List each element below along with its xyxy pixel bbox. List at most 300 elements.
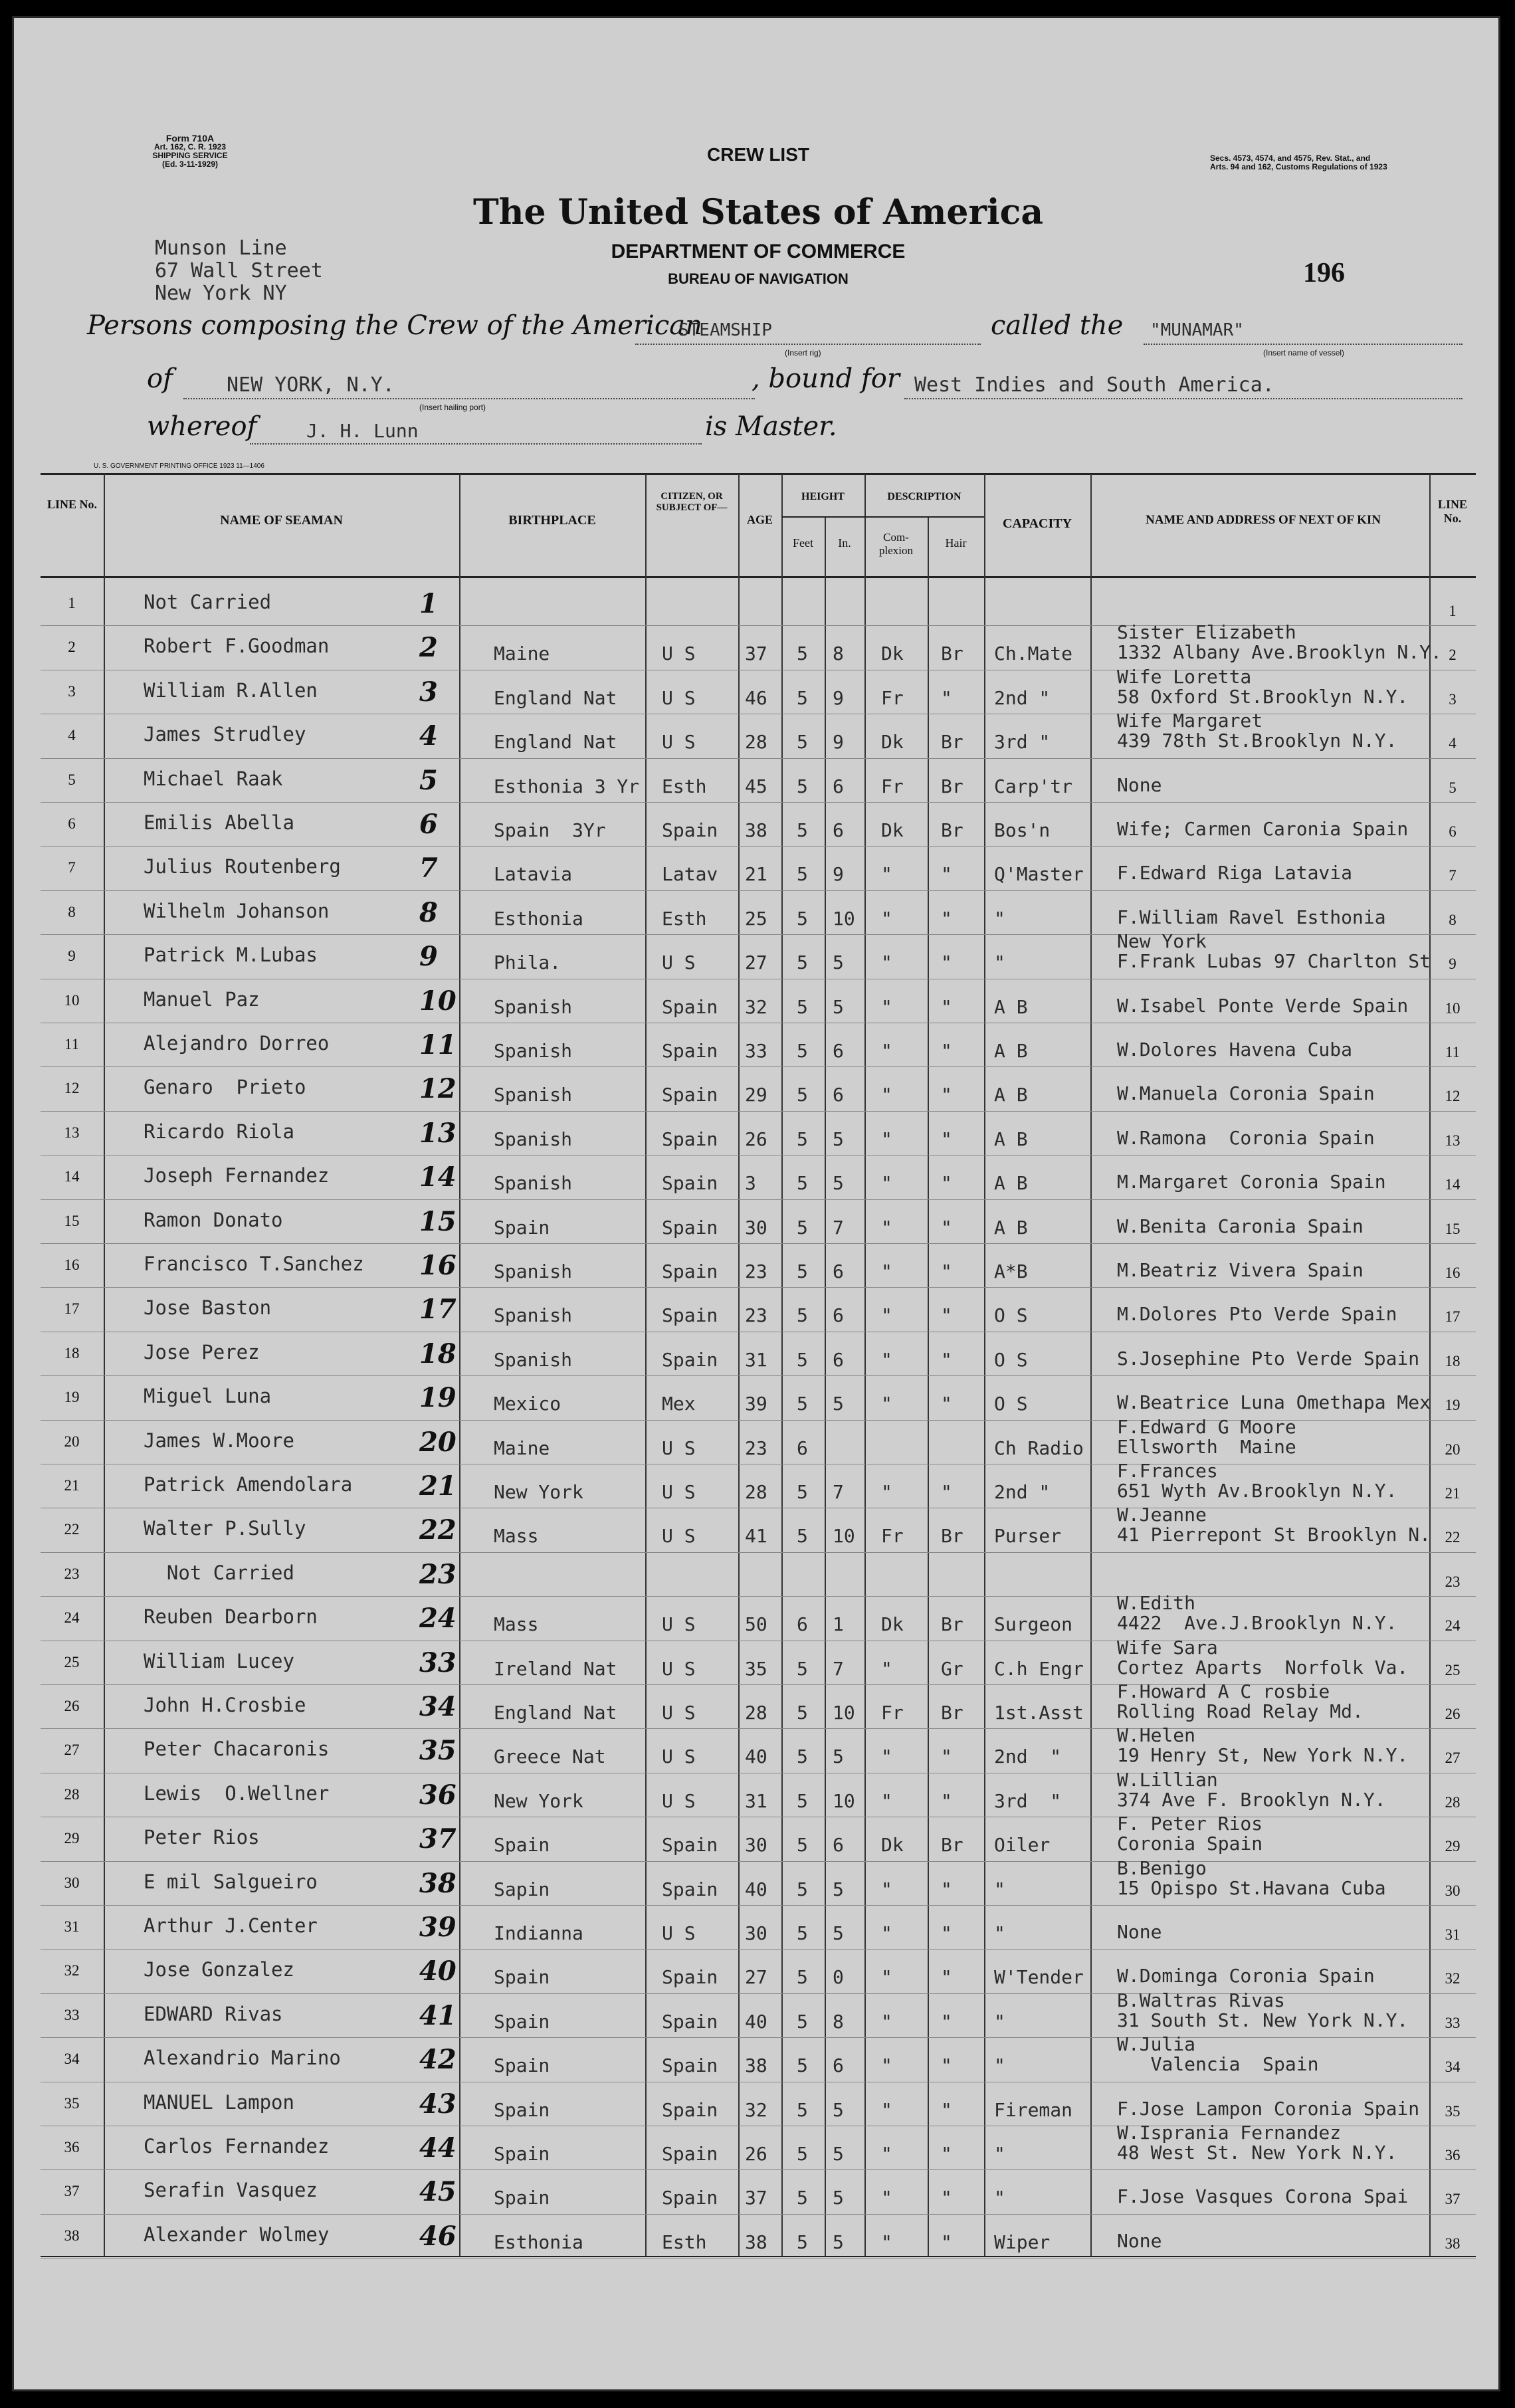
height-inches: 5 <box>833 952 844 974</box>
seaman-name: Not Carried <box>144 1561 294 1584</box>
next-of-kin-address: Coronia Spain <box>1117 1833 1263 1855</box>
citizenship: Spain <box>662 1878 718 1900</box>
birthplace: Spain <box>494 2055 550 2077</box>
header-feet: Feet <box>793 536 813 550</box>
capacity: " <box>994 2187 1005 2209</box>
complexion: " <box>881 863 892 886</box>
height-inches: 9 <box>833 686 844 709</box>
form-info <box>140 134 240 169</box>
birthplace: New York <box>494 1481 583 1503</box>
hair: " <box>941 1878 952 1900</box>
birthplace: New York <box>494 1789 583 1812</box>
seaman-name: John H.Crosbie <box>144 1694 306 1716</box>
hair: " <box>941 1393 952 1415</box>
citizenship: U S <box>662 1657 696 1680</box>
seaman-name: Arthur J.Center <box>144 1914 318 1937</box>
next-of-kin-address: 651 Wyth Av.Brooklyn N.Y. <box>1117 1480 1397 1502</box>
line-number: 1 <box>68 595 76 611</box>
form-number: Form 710A <box>165 133 215 144</box>
height-inches: 5 <box>833 1878 844 1900</box>
complexion: " <box>881 2098 892 2121</box>
birthplace: Spanish <box>494 1172 573 1195</box>
age: 28 <box>745 1481 767 1503</box>
seaman-number: 9 <box>419 941 438 973</box>
seaman-number: 10 <box>419 985 456 1017</box>
next-of-kin-address: Rolling Road Relay Md. <box>1117 1700 1364 1722</box>
line-number: 28 <box>64 1785 80 1803</box>
line-number-right: 6 <box>1449 823 1457 840</box>
row-divider <box>41 2037 1476 2038</box>
seaman-name: Jose Gonzalez <box>144 1958 294 1981</box>
complexion: " <box>881 1966 892 1989</box>
hair: " <box>941 2098 952 2121</box>
height-feet: 5 <box>797 2098 808 2121</box>
next-of-kin-name: W.Isprania Fernandez <box>1117 2122 1342 2144</box>
capacity: A B <box>994 1216 1028 1239</box>
destination-underline <box>904 398 1463 399</box>
capacity: C.h Engr <box>994 1657 1084 1680</box>
capacity: A*B <box>994 1260 1028 1282</box>
citizenship: Spain <box>662 1260 718 1282</box>
line-number: 38 <box>64 2227 80 2244</box>
row-divider <box>41 1861 1476 1862</box>
citizenship: Spain <box>662 1084 718 1106</box>
line-number: 20 <box>64 1433 80 1450</box>
hair: " <box>941 2187 952 2209</box>
complexion: Fr <box>881 686 904 709</box>
header-complexion: Com-plexion <box>879 531 913 557</box>
seaman-name: Lewis O.Wellner <box>144 1781 330 1805</box>
capacity: 2nd " <box>994 686 1051 709</box>
birthplace: Spanish <box>494 1260 573 1282</box>
next-of-kin-address: 1332 Albany Ave.Brooklyn N.Y. <box>1117 641 1442 664</box>
seaman-name: James W.Moore <box>144 1429 294 1452</box>
seaman-number: 11 <box>419 1029 456 1060</box>
capacity: " <box>994 2010 1005 2033</box>
seaman-number: 41 <box>419 1999 456 2031</box>
height-inches: 10 <box>833 1525 855 1548</box>
form-service: SHIPPING SERVICE <box>152 151 228 160</box>
height-feet: 5 <box>797 686 808 709</box>
height-feet: 5 <box>797 1172 808 1195</box>
age: 25 <box>745 907 767 930</box>
seaman-name: MANUEL Lampon <box>144 2090 294 2114</box>
height-feet: 5 <box>797 2055 808 2077</box>
hair: Br <box>941 1525 963 1548</box>
header-line-no-right: LINE No. <box>1437 498 1467 525</box>
seaman-number: 20 <box>419 1426 456 1458</box>
seaman-number: 33 <box>419 1647 456 1678</box>
seaman-name: Manuel Paz <box>144 987 260 1011</box>
col-line <box>984 474 985 2256</box>
next-of-kin-address: Valencia Spain <box>1117 2053 1319 2076</box>
line-number-right: 17 <box>1445 1308 1461 1326</box>
col-line <box>825 516 826 2256</box>
line-number-right: 27 <box>1445 1750 1461 1767</box>
subheader-line <box>781 516 984 518</box>
vessel-whereof-label: whereof <box>147 411 257 442</box>
next-of-kin-address: W.Isabel Ponte Verde Spain <box>1117 994 1409 1017</box>
hair: " <box>941 995 952 1018</box>
next-of-kin-address: W.Benita Caronia Spain <box>1117 1215 1364 1237</box>
header-capacity: CAPACITY <box>1002 516 1072 531</box>
birthplace: Mexico <box>494 1393 561 1415</box>
line-number-right: 2 <box>1449 647 1457 664</box>
seaman-name: Patrick M.Lubas <box>144 944 318 967</box>
vessel-is-master-label: is Master. <box>705 411 837 442</box>
citizenship: U S <box>662 1613 696 1636</box>
capacity: W'Tender <box>994 1966 1084 1989</box>
seaman-name: Emilis Abella <box>144 811 294 834</box>
hair: " <box>941 686 952 709</box>
header-next-of-kin: NAME AND ADDRESS OF NEXT OF KIN <box>1145 513 1381 527</box>
birthplace: England Nat <box>494 731 617 753</box>
age: 31 <box>745 1789 767 1812</box>
line-number: 22 <box>64 1521 80 1538</box>
col-line <box>864 474 866 2256</box>
age: 37 <box>745 2187 767 2209</box>
country-title: The United States of America <box>472 192 1044 233</box>
hair: " <box>941 1481 952 1503</box>
line-number-right: 33 <box>1445 2014 1461 2031</box>
seaman-name: William R.Allen <box>144 678 318 702</box>
line-number-right: 13 <box>1445 1132 1461 1149</box>
line-number: 21 <box>64 1477 80 1494</box>
height-inches: 5 <box>833 1393 844 1415</box>
next-of-kin-name: F.Edward G Moore <box>1117 1415 1296 1438</box>
age: 39 <box>745 1393 767 1415</box>
hair: Br <box>941 819 963 841</box>
row-divider <box>41 1287 1476 1288</box>
row-divider <box>41 1066 1476 1067</box>
line-number-right: 30 <box>1445 1882 1461 1899</box>
line-number-right: 3 <box>1449 690 1457 708</box>
height-inches: 10 <box>833 907 855 930</box>
seaman-number: 46 <box>419 2220 456 2252</box>
citizenship: U S <box>662 686 696 709</box>
line-number: 23 <box>64 1565 80 1582</box>
table-bottom-border <box>41 2256 1476 2257</box>
line-number-right: 22 <box>1445 1529 1461 1546</box>
next-of-kin-address: 439 78th St.Brooklyn N.Y. <box>1117 730 1397 752</box>
citizenship: U S <box>662 643 696 665</box>
height-inches: 9 <box>833 863 844 886</box>
seaman-number: 19 <box>419 1382 456 1414</box>
header-citizen: CITIZEN, OR SUBJECT OF— <box>656 491 728 513</box>
height-inches: 6 <box>833 2055 844 2077</box>
next-of-kin-address: F.Frank Lubas 97 Charlton St <box>1117 950 1431 973</box>
header-hair: Hair <box>945 536 967 550</box>
owner-line-2: 67 Wall Street <box>155 259 323 282</box>
line-number-right: 31 <box>1445 1926 1461 1943</box>
birthplace: Spain 3Yr <box>494 819 606 841</box>
seaman-number: 43 <box>419 2088 456 2120</box>
line-number: 35 <box>64 2094 80 2112</box>
vessel-name-hint: (Insert name of vessel) <box>1263 348 1345 357</box>
seaman-number: 45 <box>419 2176 456 2208</box>
age: 26 <box>745 1128 767 1150</box>
line-number-right: 23 <box>1445 1573 1461 1590</box>
capacity: O S <box>994 1393 1028 1415</box>
capacity: Wiper <box>994 2231 1051 2253</box>
height-inches: 5 <box>833 1746 844 1768</box>
citizenship: Spain <box>662 1348 718 1371</box>
next-of-kin-address: M.Margaret Coronia Spain <box>1117 1171 1386 1193</box>
capacity: O S <box>994 1348 1028 1371</box>
birthplace: Spain <box>494 2187 550 2209</box>
height-inches: 6 <box>833 1834 844 1856</box>
next-of-kin-address: 48 West St. New York N.Y. <box>1117 2142 1397 2163</box>
citizenship: U S <box>662 1702 696 1724</box>
seaman-name: Walter P.Sully <box>144 1517 306 1540</box>
capacity: Oiler <box>994 1834 1051 1856</box>
line-number: 16 <box>64 1256 80 1273</box>
col-line <box>928 516 929 2256</box>
seaman-number: 17 <box>419 1294 456 1326</box>
hair: " <box>941 1172 952 1195</box>
citizenship: Latav <box>662 863 718 886</box>
line-number: 25 <box>64 1653 80 1670</box>
citizenship: Spain <box>662 2010 718 2033</box>
complexion: Dk <box>881 1834 904 1856</box>
line-number-right: 12 <box>1445 1088 1461 1105</box>
complexion: " <box>881 1348 892 1371</box>
next-of-kin-address: None <box>1117 1921 1162 1943</box>
citizenship: Spain <box>662 1040 718 1062</box>
age: 30 <box>745 1922 767 1944</box>
col-line <box>645 474 647 2256</box>
row-divider <box>41 1728 1476 1729</box>
vessel-bound-label: , bound for <box>752 363 900 394</box>
seaman-number: 8 <box>419 896 438 928</box>
seaman-name: James Strudley <box>144 723 306 746</box>
complexion: " <box>881 1657 892 1680</box>
citizenship: Spain <box>662 1128 718 1150</box>
birthplace: Spanish <box>494 1128 573 1150</box>
height-feet: 5 <box>797 1657 808 1680</box>
statute-line-1: Secs. 4573, 4574, and 4575, Rev. Stat., and <box>1210 153 1371 163</box>
line-number: 34 <box>64 2051 80 2068</box>
capacity: Carp'tr <box>994 775 1073 797</box>
seaman-number: 24 <box>419 1603 456 1635</box>
age: 30 <box>745 1834 767 1856</box>
birthplace: Ireland Nat <box>494 1657 617 1680</box>
age: 40 <box>745 1746 767 1768</box>
line-number: 10 <box>64 991 80 1009</box>
line-number: 5 <box>68 771 76 788</box>
birthplace: Spanish <box>494 1084 573 1106</box>
height-inches: 5 <box>833 2231 844 2253</box>
line-number: 14 <box>64 1168 80 1185</box>
owner-address <box>155 237 323 305</box>
citizenship: Spain <box>662 2187 718 2209</box>
next-of-kin-address: M.Dolores Pto Verde Spain <box>1117 1303 1397 1326</box>
seaman-name: Alexandrio Marino <box>144 2047 341 2070</box>
line-number: 37 <box>64 2183 80 2200</box>
capacity: A B <box>994 1084 1028 1106</box>
line-number-right: 16 <box>1445 1264 1461 1281</box>
height-inches: 5 <box>833 2143 844 2165</box>
page-number: 196 <box>1303 258 1345 288</box>
line-number-right: 1 <box>1449 603 1457 619</box>
birthplace: Esthonia <box>494 907 583 930</box>
seaman-number: 38 <box>419 1867 456 1899</box>
capacity: Q'Master <box>994 863 1084 886</box>
height-feet: 5 <box>797 1304 808 1327</box>
line-number: 27 <box>64 1742 80 1759</box>
next-of-kin-name: B.Benigo <box>1117 1856 1207 1879</box>
hair: Br <box>941 1613 963 1636</box>
seaman-name: Alejandro Dorreo <box>144 1032 330 1054</box>
citizenship: U S <box>662 1525 696 1548</box>
next-of-kin-address: W.Ramona Coronia Spain <box>1117 1126 1375 1149</box>
complexion: " <box>881 1260 892 1282</box>
birthplace: Phila. <box>494 952 561 974</box>
vessel-master: J. H. Lunn <box>306 420 419 442</box>
complexion: Fr <box>881 1702 904 1724</box>
bureau-title: BUREAU OF NAVIGATION <box>668 270 849 287</box>
seaman-name: Robert F.Goodman <box>144 635 330 658</box>
line-number-right: 29 <box>1445 1838 1461 1855</box>
birthplace: Spanish <box>494 1304 573 1327</box>
height-feet: 5 <box>797 1789 808 1812</box>
table-header-border <box>41 576 1476 578</box>
next-of-kin-address: F.Jose Vasques Corona Spai <box>1117 2185 1409 2208</box>
hair: Br <box>941 1702 963 1724</box>
seaman-name: Carlos Fernandez <box>144 2135 330 2157</box>
department-title: DEPARTMENT OF COMMERCE <box>611 241 906 262</box>
col-line <box>104 474 105 2256</box>
seaman-name: Alexander Wolmey <box>144 2223 330 2246</box>
vessel-port: NEW YORK, N.Y. <box>227 373 395 397</box>
hair: " <box>941 2055 952 2077</box>
complexion: Fr <box>881 775 904 797</box>
seaman-name: Ramon Donato <box>144 1208 283 1231</box>
citizenship: U S <box>662 1481 696 1503</box>
line-number-right: 7 <box>1449 867 1457 884</box>
line-number-right: 18 <box>1445 1352 1461 1369</box>
next-of-kin-address: W.Beatrice Luna Omethapa Mex <box>1117 1391 1431 1414</box>
header-line-no: LINE No. <box>47 498 97 511</box>
birthplace: Maine <box>494 1437 550 1459</box>
citizenship: U S <box>662 1746 696 1768</box>
height-inches: 6 <box>833 819 844 841</box>
seaman-name: Joseph Fernandez <box>144 1164 330 1187</box>
complexion: " <box>881 2055 892 2077</box>
line-number-right: 11 <box>1445 1044 1461 1060</box>
citizenship: Spain <box>662 819 718 841</box>
next-of-kin-name: B.Waltras Rivas <box>1117 1989 1285 2011</box>
complexion: " <box>881 1216 892 1239</box>
crew-list-title: CREW LIST <box>707 144 809 165</box>
birthplace: Indianna <box>494 1922 583 1944</box>
seaman-name: Genaro Prieto <box>144 1076 306 1099</box>
row-divider <box>41 1243 1476 1244</box>
height-feet: 5 <box>797 1348 808 1371</box>
line-number-right: 8 <box>1449 911 1457 928</box>
line-number-right: 4 <box>1449 735 1457 752</box>
hair: " <box>941 1348 952 1371</box>
line-number-right: 24 <box>1445 1617 1461 1635</box>
height-inches: 6 <box>833 1040 844 1062</box>
seaman-number: 37 <box>419 1823 456 1855</box>
next-of-kin-name: W.Julia <box>1117 2033 1196 2056</box>
height-feet: 5 <box>797 2010 808 2033</box>
line-number-right: 21 <box>1445 1485 1461 1502</box>
complexion: " <box>881 2231 892 2253</box>
vessel-destination: West Indies and South America. <box>914 373 1274 397</box>
citizenship: Esth <box>662 2231 707 2253</box>
seaman-name: Ricardo Riola <box>144 1120 294 1143</box>
row-divider <box>41 846 1476 847</box>
birthplace: England Nat <box>494 686 617 709</box>
seaman-name: Peter Rios <box>144 1826 260 1849</box>
hair: Br <box>941 731 963 753</box>
age: 37 <box>745 643 767 665</box>
seaman-number: 4 <box>419 720 438 752</box>
citizenship: Spain <box>662 1966 718 1989</box>
line-number: 18 <box>64 1344 80 1361</box>
row-divider <box>41 1111 1476 1112</box>
birthplace: Mass <box>494 1613 539 1636</box>
hair: " <box>941 1789 952 1812</box>
header-age: AGE <box>746 513 773 526</box>
complexion: Dk <box>881 643 904 665</box>
form-art: Art. 162, C. R. 1923 <box>153 142 227 151</box>
age: 32 <box>745 2098 767 2121</box>
seaman-name: Michael Raak <box>144 767 283 790</box>
seaman-name: EDWARD Rivas <box>144 2002 283 2025</box>
header-description: DESCRIPTION <box>887 491 961 502</box>
next-of-kin-address: S.Josephine Pto Verde Spain <box>1117 1347 1420 1369</box>
citizenship: U S <box>662 1437 696 1459</box>
age: 46 <box>745 686 767 709</box>
statute-line-2: Arts. 94 and 162, Customs Regulations of 1923 <box>1210 162 1387 171</box>
seaman-name: William Lucey <box>144 1649 294 1672</box>
seaman-number: 35 <box>419 1735 456 1767</box>
crew-list-document <box>12 16 1500 2391</box>
next-of-kin-address: 374 Ave F. Brooklyn N.Y. <box>1117 1788 1386 1811</box>
line-number-right: 20 <box>1445 1441 1461 1458</box>
line-number: 19 <box>64 1389 80 1406</box>
next-of-kin-name: Wife Sara <box>1117 1636 1218 1658</box>
row-divider <box>41 802 1476 803</box>
seaman-name: Reuben Dearborn <box>144 1605 318 1629</box>
age: 35 <box>745 1657 767 1680</box>
height-inches: 7 <box>833 1657 844 1680</box>
next-of-kin-address: 4422 Ave.J.Brooklyn N.Y. <box>1117 1612 1397 1635</box>
complexion: " <box>881 1128 892 1150</box>
age: 45 <box>745 775 767 797</box>
citizenship: Spain <box>662 2143 718 2165</box>
height-feet: 5 <box>797 731 808 753</box>
citizenship: U S <box>662 1789 696 1812</box>
hair: " <box>941 2010 952 2033</box>
owner-line-3: New York NY <box>155 282 287 305</box>
seaman-name: Patrick Amendolara <box>144 1473 353 1496</box>
age: 26 <box>745 2143 767 2165</box>
age: 21 <box>745 863 767 886</box>
seaman-number: 21 <box>419 1470 456 1502</box>
height-inches: 5 <box>833 2187 844 2209</box>
seaman-name: Miguel Luna <box>144 1385 272 1408</box>
age: 3 <box>745 1172 756 1195</box>
seaman-name: E mil Salgueiro <box>144 1870 318 1893</box>
vessel-prefix: Persons composing the Crew of the American <box>87 310 702 341</box>
seaman-number: 40 <box>419 1956 456 1987</box>
next-of-kin-name: F.Howard A C rosbie <box>1117 1680 1330 1702</box>
next-of-kin-address: W.Dominga Coronia Spain <box>1117 1965 1375 1987</box>
